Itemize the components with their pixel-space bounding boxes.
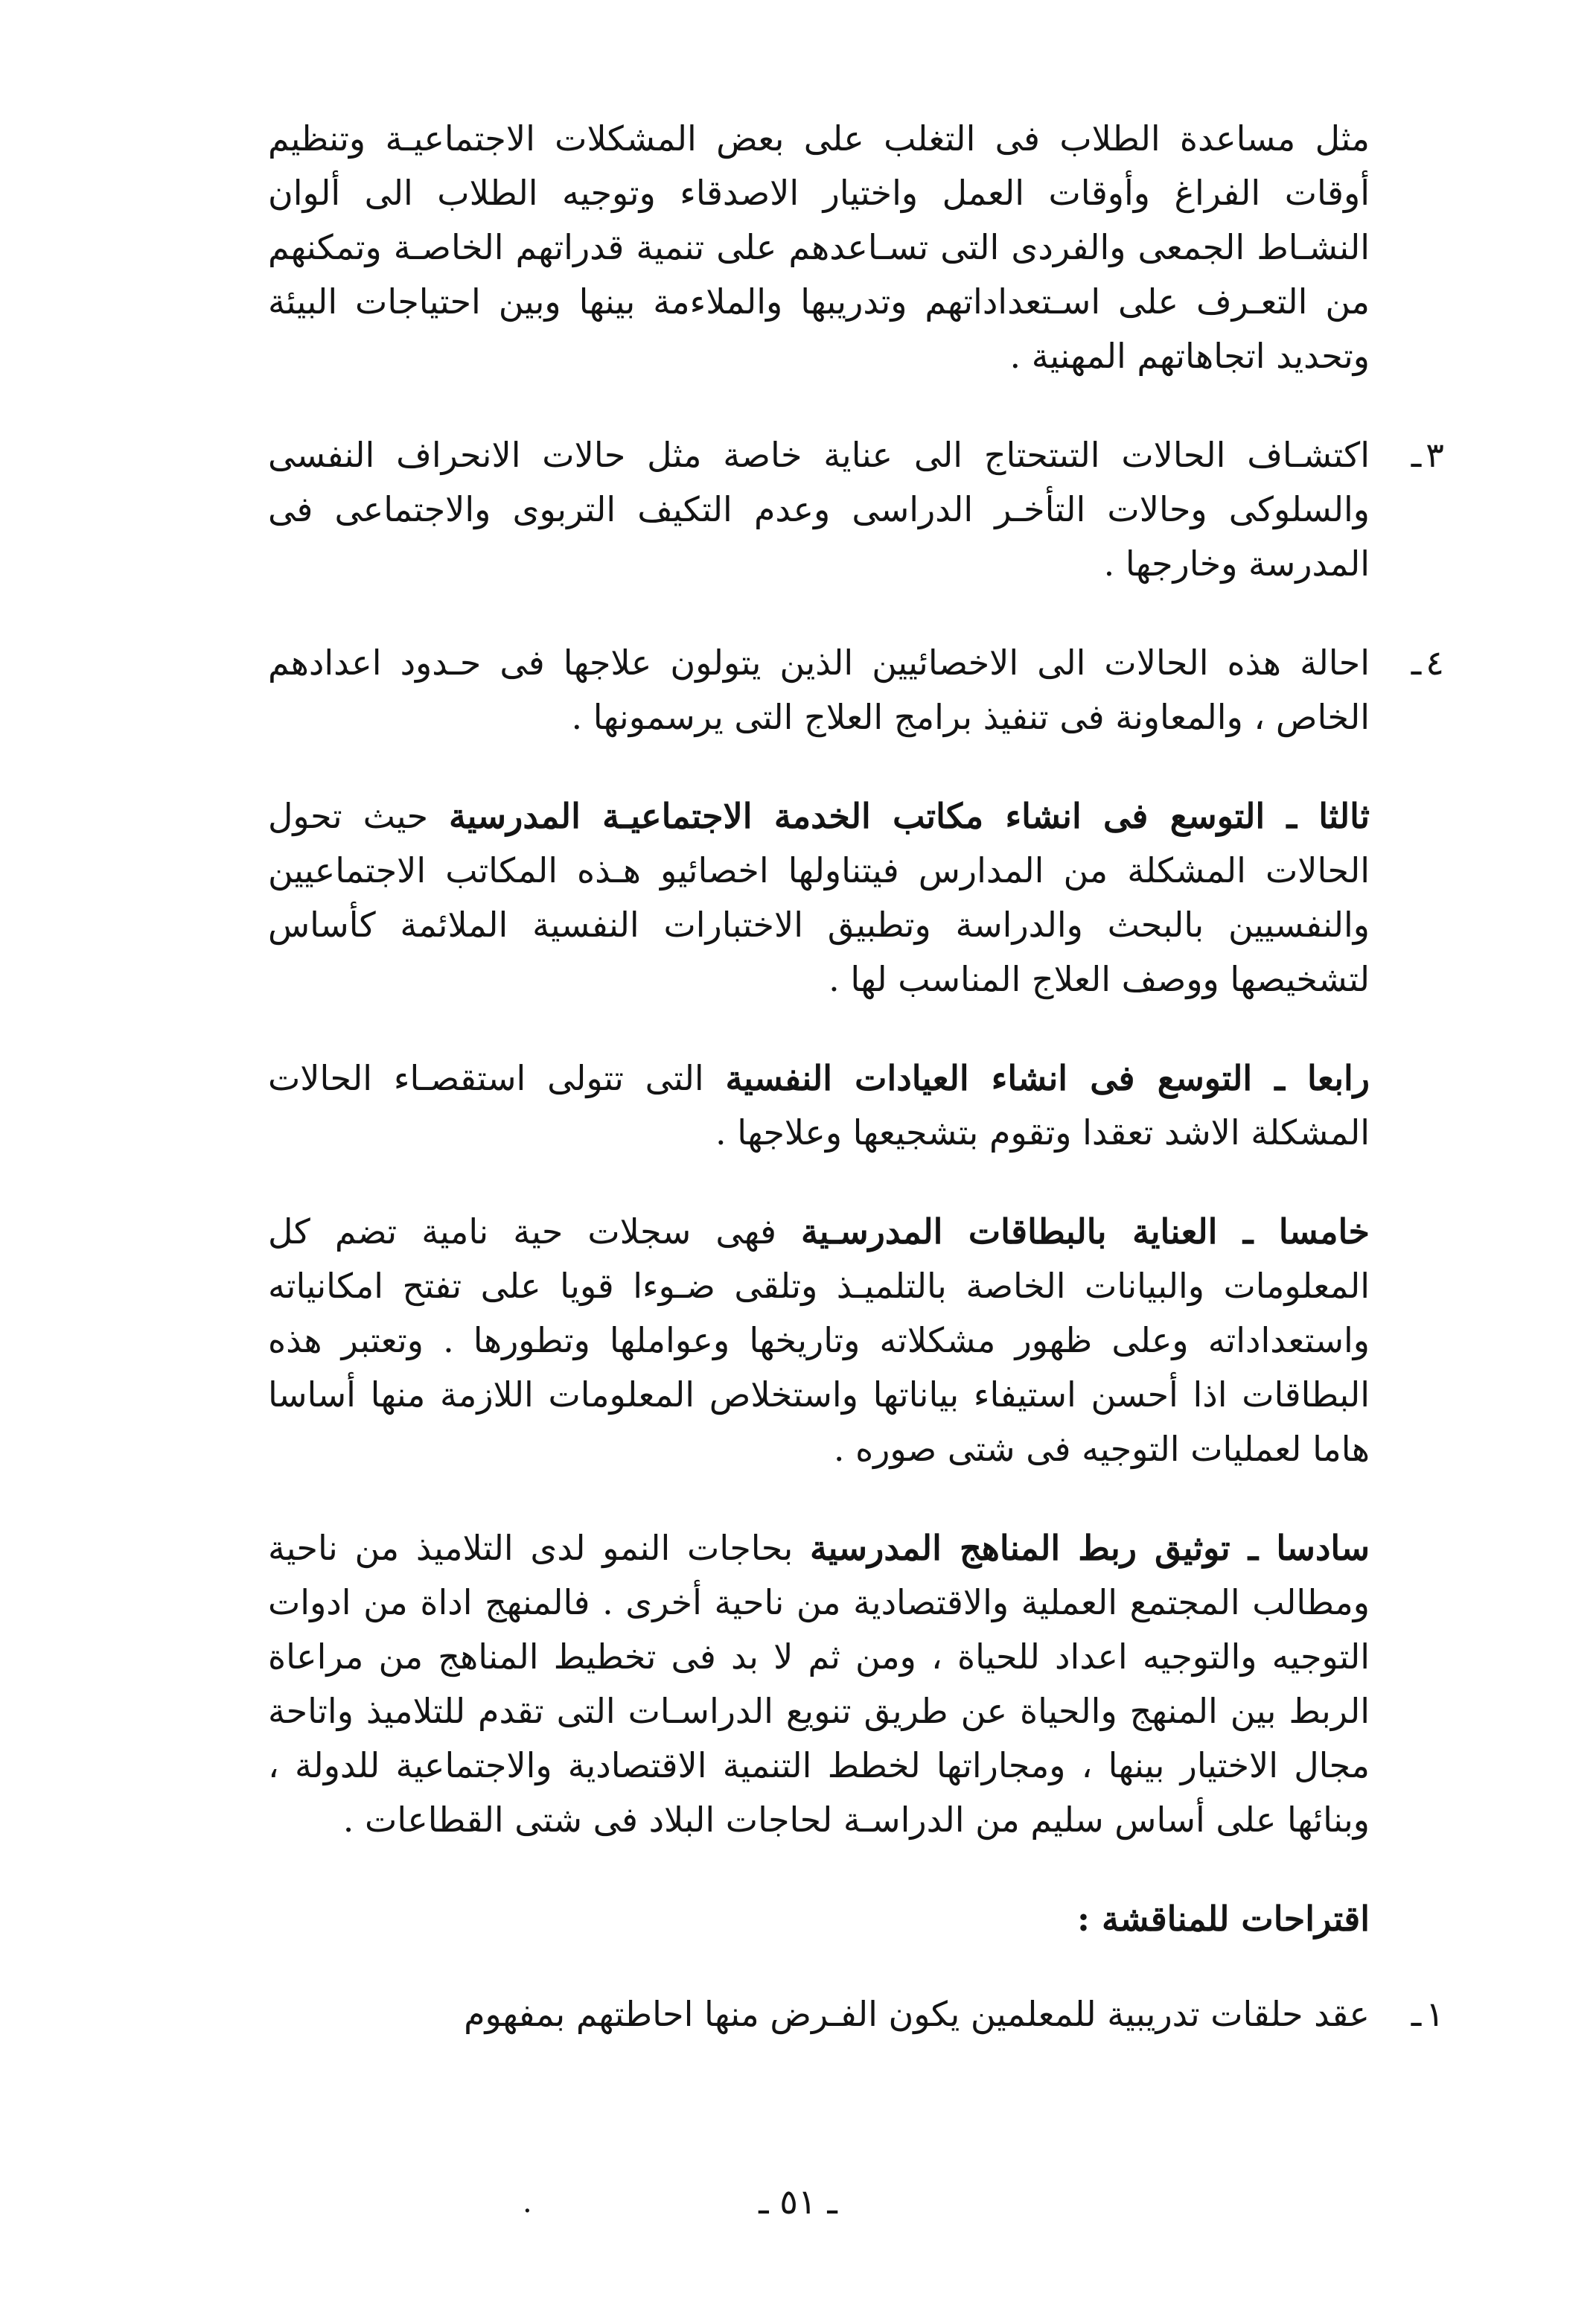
section-sixth [268,1521,1370,1847]
section-fifth-text: فهى سجلات حية نامية تضم كل المعلومات والبيانات الخاصة بالتلميـذ وتلقى ضـوءا قويا على تفتح امكانياته واستعداداته وعلى ظهور مشكلاته وتاريخها وعواملها وتطورها . وتعتبر هذه البطاقات اذا أحسن استيفاء بياناتها واستخلاص المعلومات اللازمة منها أساسا هاما لعمليات التوجيه فى شتى صوره . [268,1211,1370,1469]
list-item-text: اكتشـاف الحالات التىتحتاج الى عناية خاصة مثل حالات الانحراف النفسى والسلوكى وحالات التأخـر الدراسى وعدم التكيف التربوى والاجتماعى فى المدرسة وخارجها . [268,435,1370,584]
section-fourth-heading: رابعا ـ التوسع فى انشاء العيادات النفسية [725,1058,1370,1098]
section-third [268,789,1370,1007]
section-fourth [268,1051,1370,1160]
stray-mark: . [523,2185,532,2219]
list-item-3 [268,428,1444,591]
list-item-text: عقد حلقات تدريبية للمعلمين يكون الفـرض منها احاطتهم بمفهوم [464,1994,1370,2034]
list-item-4 [268,636,1444,745]
body-text [268,112,1444,2042]
list-marker [1385,428,1444,482]
section-fifth-heading: خامسا ـ العناية بالبطاقات المدرسـية [801,1211,1370,1252]
list-item-1 [268,1987,1444,2042]
list-number: ٣ [1426,435,1444,475]
list-number: ٤ [1426,643,1444,683]
list-dash: ـ [1411,1994,1422,2034]
list-item-text: احالة هذه الحالات الى الاخصائيين الذين يتولون علاجها فى حـدود اعدادهم الخاص ، والمعاونة فى تنفيذ برامج العلاج التى يرسمونها . [268,643,1370,737]
section-fifth [268,1205,1370,1476]
page-number: ـ ٥١ ـ [759,2182,837,2222]
section-fourth-text: التى تتولى استقصـاء الحالات المشكلة الاشد تعقدا وتقوم بتشجيعها وعلاجها . [268,1058,1370,1153]
list-number: ١ [1426,1994,1444,2034]
list-marker [1385,636,1444,690]
discussion-heading: اقتراحات للمناقشة : [1077,1899,1370,1939]
paragraph-continuation: مثل مساعدة الطلاب فى التغلب على بعض المشكلات الاجتماعيـة وتنظيم أوقات الفراغ وأوقات العمل واختيار الاصدقاء وتوجيه الطلاب الى ألوان النشـاط الجمعى والفردى التى تسـاعدهم على تنمية قدراتهم الخاصـة وتمكنهم من التعـرف على اسـتعداداتهم وتدريبها والملاءمة بينها وبين احتياجات البيئة وتحديد اتجاهاتهم المهنية . [268,118,1370,376]
section-sixth-heading: سادسا ـ توثيق ربط المناهج المدرسية [810,1528,1370,1568]
section-sixth-text: بحاجات النمو لدى التلاميذ من ناحية ومطالب المجتمع العملية والاقتصادية من ناحية أخرى . فالمنهج اداة من ادوات التوجيه والتوجيه اعداد للحياة ، ومن ثم لا بد فى تخطيط المناهج من مراعاة الربط بين المنهج والحياة عن طريق تنويع الدراسـات التى تقدم للتلاميذ واتاحة مجال الاختيار بينها ، ومجاراتها لخطط التنمية الاقتصادية والاجتماعية للدولة ، وبنائها على أساس سليم من الدراسـة لحاجات البلاد فى شتى القطاعات . [268,1528,1370,1840]
list-dash: ـ [1411,435,1422,475]
section-third-heading: ثالثا ـ التوسع فى انشاء مكاتب الخدمة الاجتماعيـة المدرسية [449,796,1370,836]
list-marker [1385,1987,1444,2042]
list-dash: ـ [1411,643,1422,683]
section-third-text: حيث تحول الحالات المشكلة من المدارس فيتناولها اخصائيو هـذه المكاتب الاجتماعيين والنفسيين بالبحث والدراسة وتطبيق الاختبارات النفسية الملائمة كأساس لتشخيصها ووصف العلاج المناسب لها . [268,796,1370,999]
